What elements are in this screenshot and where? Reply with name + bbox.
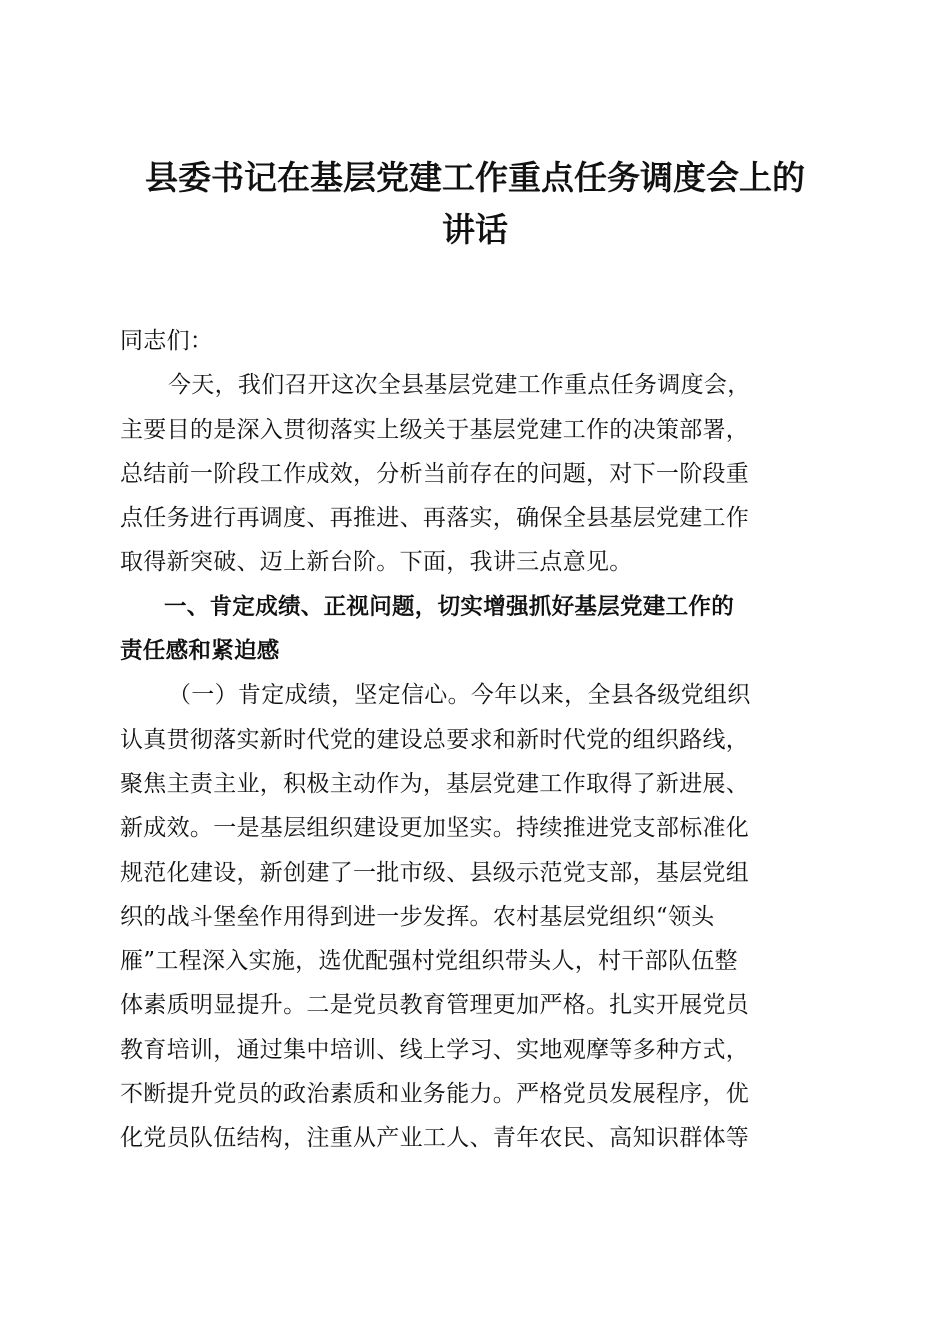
- paragraph-line: 聚焦主责主业，积极主动作为，基层党建工作取得了新进展、: [120, 770, 750, 797]
- paragraph-line: 新成效。一是基层组织建设更加坚实。持续推进党支部标准化: [120, 815, 750, 842]
- intro-line: 主要目的是深入贯彻落实上级关于基层党建工作的决策部署，: [120, 416, 750, 443]
- salutation: 同志们：: [120, 328, 214, 354]
- document-title: [100, 152, 850, 256]
- paragraph-line: 化党员队伍结构，注重从产业工人、青年农民、高知识群体等: [120, 1125, 750, 1152]
- section-1-heading: [120, 585, 830, 674]
- intro-line: 今天，我们召开这次全县基层党建工作重点任务调度会，: [168, 372, 751, 399]
- paragraph-line: 规范化建设，新创建了一批市级、县级示范党支部，基层党组: [120, 859, 750, 886]
- intro-line: 总结前一阶段工作成效，分析当前存在的问题，对下一阶段重: [120, 460, 750, 487]
- paragraph-line: 织的战斗堡垒作用得到进一步发挥。农村基层党组织“领头: [120, 903, 715, 930]
- title-line-2: 讲话: [442, 210, 508, 249]
- paragraph-line: （一）肯定成绩，坚定信心。今年以来，全县各级党组织: [168, 682, 751, 709]
- intro-line: 取得新突破、迈上新台阶。下面，我讲三点意见。: [120, 549, 633, 576]
- paragraph-line: 雁”工程深入实施，选优配强村党组织带头人，村干部队伍整: [120, 948, 738, 975]
- intro-paragraph: [120, 363, 830, 584]
- document-body: [120, 319, 830, 1161]
- section-heading-line: 一、肯定成绩、正视问题，切实增强抓好基层党建工作的: [164, 593, 735, 620]
- paragraph-line: 认真贯彻落实新时代党的建设总要求和新时代党的组织路线，: [120, 726, 750, 753]
- paragraph-line: 体素质明显提升。二是党员教育管理更加严格。扎实开展党员: [120, 992, 750, 1019]
- title-line-1: 县委书记在基层党建工作重点任务调度会上的: [145, 158, 805, 197]
- section-1-paragraph: [120, 673, 830, 1160]
- paragraph-line: 不断提升党员的政治素质和业务能力。严格党员发展程序，优: [120, 1081, 750, 1108]
- paragraph-line: 教育培训，通过集中培训、线上学习、实地观摩等多种方式，: [120, 1036, 750, 1063]
- intro-line: 点任务进行再调度、再推进、再落实，确保全县基层党建工作: [120, 505, 750, 532]
- section-heading-line: 责任感和紧迫感: [120, 638, 280, 665]
